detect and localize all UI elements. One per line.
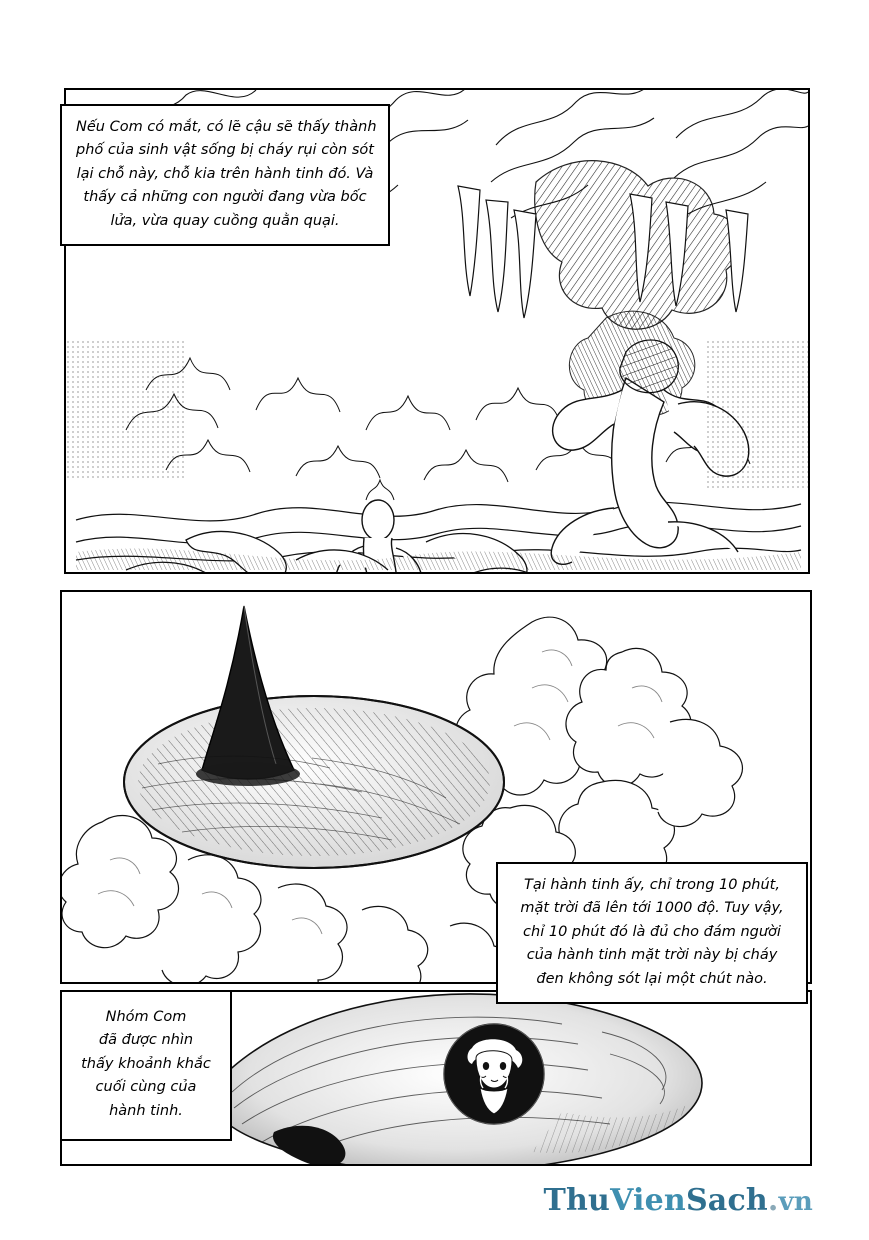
caption-line: thấy cả những con người đang vừa bốc — [83, 189, 367, 206]
caption-line: lại chỗ này, chỗ kia trên hành tinh đó. Và — [76, 165, 374, 182]
watermark-dot: . — [767, 1183, 779, 1218]
caption-line: đã được nhìn — [98, 1032, 194, 1049]
caption-line: cuối cùng của — [95, 1079, 197, 1096]
watermark-sach: Sach — [685, 1183, 768, 1218]
caption-line: lửa, vừa quay cuồng quằn quại. — [110, 212, 340, 229]
watermark-thu: Thu — [543, 1183, 611, 1218]
caption-line: Nếu Com có mắt, có lẽ cậu sẽ thấy thành — [76, 119, 377, 135]
watermark-vien: Vien — [610, 1183, 686, 1218]
site-watermark — [544, 1183, 813, 1218]
caption-box-bottom-left — [60, 990, 232, 1141]
caption-box-top-left — [60, 104, 390, 246]
caption-line: chỉ 10 phút đó là đủ cho đám người — [523, 923, 781, 940]
caption-line: Tại hành tinh ấy, chỉ trong 10 phút, — [524, 877, 780, 893]
caption-line: đen không sót lại một chút nào. — [536, 970, 768, 987]
caption-line: Nhóm Com — [105, 1009, 187, 1025]
caption-line: thấy khoảnh khắc — [81, 1055, 211, 1072]
caption-line: của hành tinh mặt trời này bị cháy — [526, 947, 778, 964]
caption-line: hành tinh. — [109, 1102, 183, 1119]
caption-line: mặt trời đã lên tới 1000 độ. Tuy vậy, — [520, 900, 784, 917]
caption-line: phố của sinh vật sống bị cháy rụi còn sót — [76, 142, 374, 159]
caption-box-middle-right — [496, 862, 808, 1004]
watermark-vn: vn — [778, 1187, 813, 1217]
